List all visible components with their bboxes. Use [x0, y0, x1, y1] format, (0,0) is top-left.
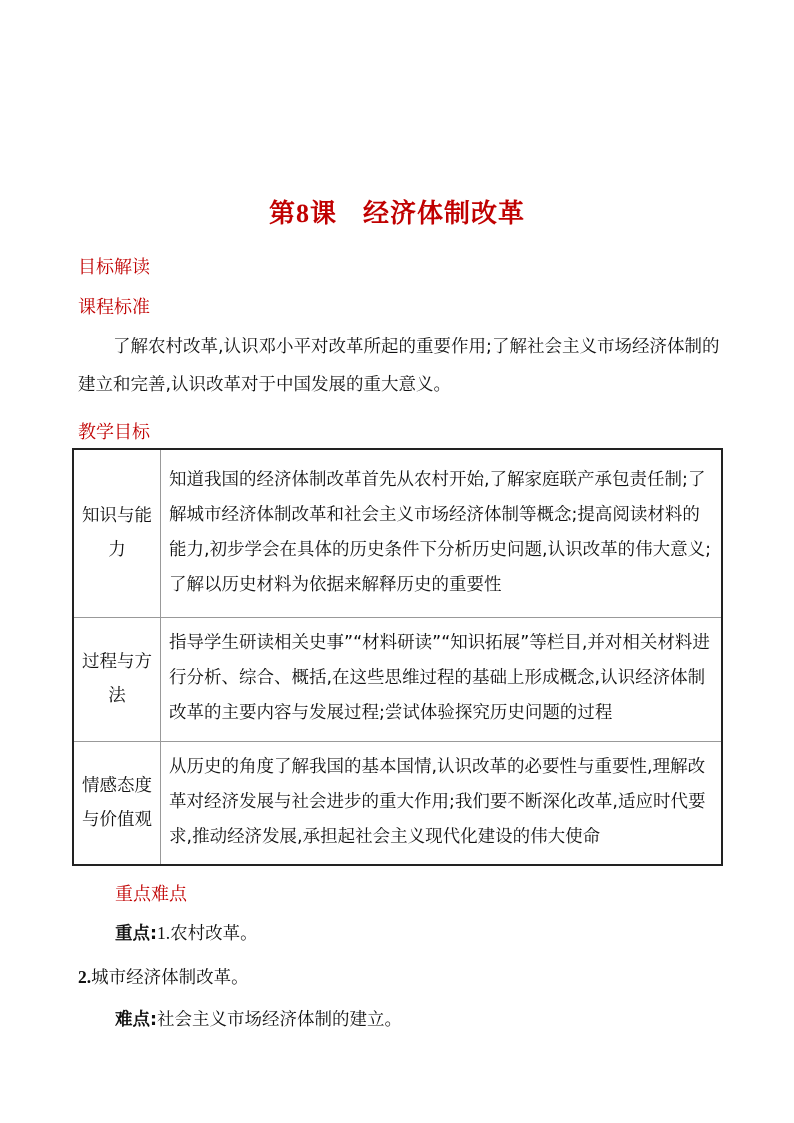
focus-item1-number: 1.: [157, 923, 171, 943]
focus-item2-text: 城市经济体制改革。: [91, 968, 249, 988]
lesson-title: [0, 193, 794, 230]
focus-line: [115, 920, 258, 945]
goal-content: 知道我国的经济体制改革首先从农村开始,了解家庭联产承包责任制;了解城市经济体制改革和社会主义市场经济体制等概念;提高阅读材料的能力,初步学会在具体的历史条件下分析历史问题,认识改革的伟大意义;了解以历史材料为依据来解释历史的重要性: [161, 449, 723, 617]
focus-item2-number: 2.: [78, 967, 92, 987]
curriculum-standard-text: 了解农村改革,认识邓小平对改革所起的重要作用;了解社会主义市场经济体制的建立和完善,认识改革对于中国发展的重大意义。: [78, 337, 720, 395]
focus-item2-line: [78, 964, 249, 989]
objectives-heading: 目标解读: [78, 257, 150, 278]
title-lesson-word: 课: [309, 199, 337, 229]
focus-item1-text: 农村改革。: [170, 924, 258, 944]
title-number: 8: [295, 199, 310, 228]
teaching-goals-heading: 教学目标: [78, 422, 150, 443]
difficulty-text: 社会主义市场经济体制的建立。: [157, 1010, 402, 1030]
goal-label: 知识与能力: [73, 449, 161, 617]
curriculum-heading: 课程标准: [78, 297, 150, 318]
goal-content: 指导学生研读相关史事”“材料研读”“知识拓展”等栏目,并对相关材料进行分析、综合、概括,在这些思维过程的基础上形成概念,认识经济体制改革的主要内容与发展过程;尝试体验探究历史问题的过程: [161, 617, 723, 741]
table-row: [73, 741, 722, 865]
difficulty-label: 难点:: [115, 1010, 157, 1030]
goal-label: 过程与方法: [73, 617, 161, 741]
focus-label: 重点:: [115, 924, 157, 944]
title-prefix: 第: [268, 199, 296, 229]
difficulty-line: [115, 1006, 402, 1031]
table-row: [73, 449, 722, 617]
goal-content: 从历史的角度了解我国的基本国情,认识改革的必要性与重要性,理解改革对经济发展与社会进步的重大作用;我们要不断深化改革,适应时代要求,推动经济发展,承担起社会主义现代化建设的伟大使命: [161, 741, 723, 865]
title-name: 经济体制改革: [363, 199, 526, 229]
teaching-goals-table: [72, 448, 723, 866]
key-points-heading: 重点难点: [115, 884, 187, 905]
goal-label: 情感态度与价值观: [73, 741, 161, 865]
table-row: [73, 617, 722, 741]
